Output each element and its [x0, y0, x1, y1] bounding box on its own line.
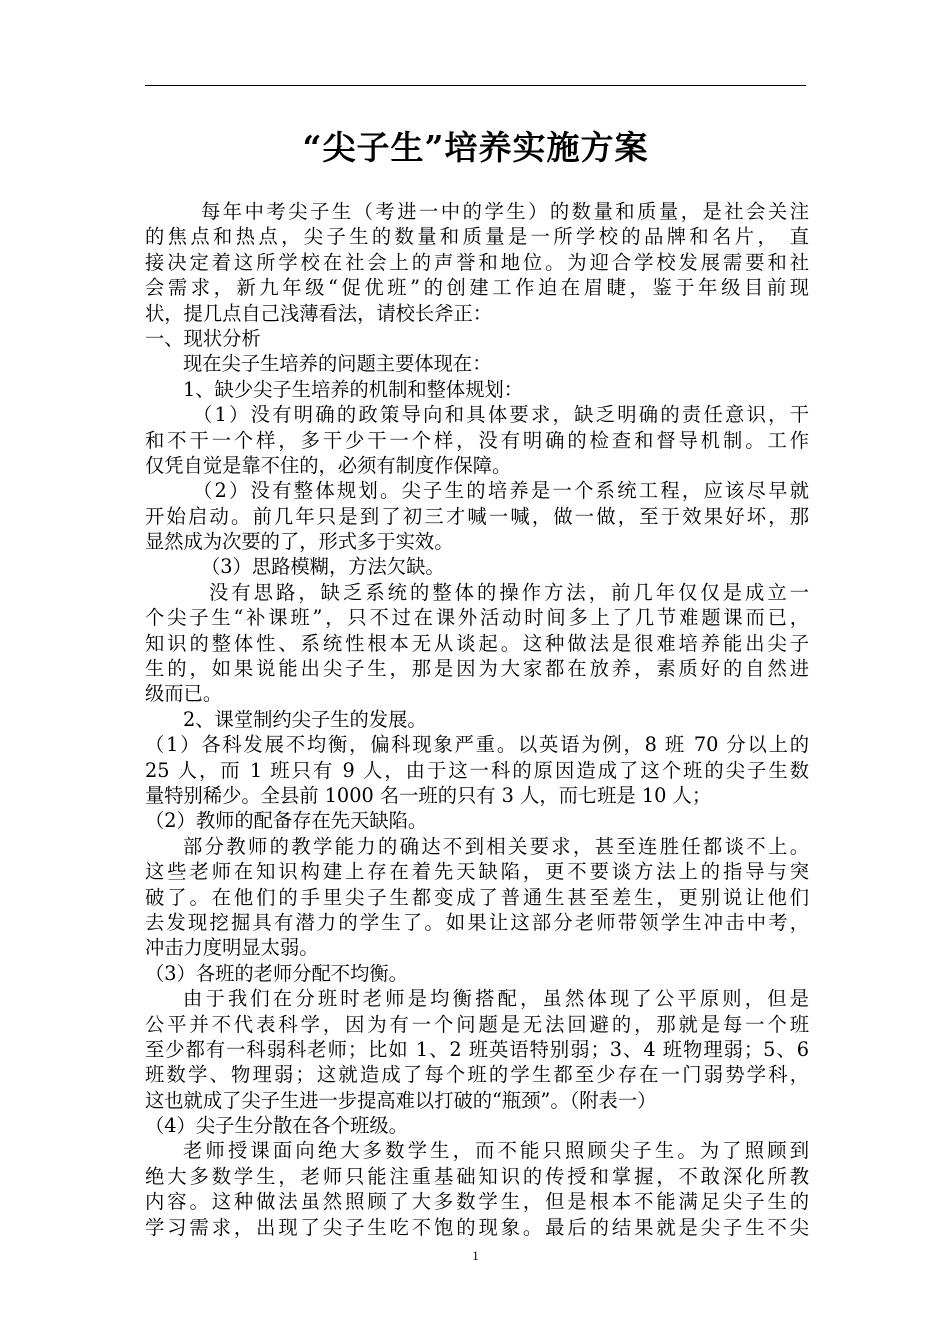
body-line: 每年中考尖子生（考进一中的学生）的数量和质量，是社会关注 [201, 200, 809, 223]
body-line: 破了。在他们的手里尖子生都变成了普通生甚至差生，更别说让他们 [145, 885, 809, 909]
body-line: 至少都有一科弱科老师；比如 1、2 班英语特别弱；3、4 班物理弱；5、6 [145, 1037, 809, 1061]
body-line: （4）尖子生分散在各个班级。 [145, 1114, 408, 1138]
body-line: 部分教师的教学能力的确达不到相关要求，甚至连胜任都谈不上。 [183, 834, 809, 858]
body-line: 绝大多数学生，老师只能注重基础知识的传授和掌握，不敢深化所教 [145, 1164, 809, 1188]
section-heading: 一、现状分析 [145, 326, 261, 350]
document-body [145, 199, 809, 1240]
body-line: 现在尖子生培养的问题主要体现在： [183, 352, 492, 376]
body-line: 的焦点和热点，尖子生的数量和质量是一所学校的品牌和名片， 直 [145, 225, 809, 249]
body-line: 班数学、物理弱；这就造成了每个班的学生都至少存在一门弱势学科， [145, 1063, 809, 1087]
body-line: （2）教师的配备存在先天缺陷。 [145, 809, 428, 833]
document-title: “尖子生”培养实施方案 [302, 128, 649, 167]
body-line: 开始启动。前几年只是到了初三才喊一喊，做一做，至于效果好坏，那 [145, 504, 809, 528]
body-line: 老师授课面向绝大多数学生，而不能只照顾尖子生。为了照顾到 [183, 1139, 809, 1163]
body-line: 生的，如果说能出尖子生，那是因为大家都在放养，素质好的自然进 [145, 657, 809, 681]
body-line: 内容。这种做法虽然照顾了大多数学生，但是根本不能满足尖子生的 [145, 1190, 809, 1214]
subsection-heading: 2、课堂制约尖子生的发展。 [183, 707, 427, 731]
body-line: 和不干一个样，多干少干一个样，没有明确的检查和督导机制。工作 [145, 428, 809, 452]
body-line: 量特别稀少。全县前 1000 名一班的只有 3 人，而七班是 10 人； [145, 783, 712, 807]
body-line: 25 人，而 1 班只有 9 人，由于这一科的原因造成了这个班的尖子生数 [145, 758, 809, 782]
header-rule [145, 85, 806, 86]
body-line: （2）没有整体规划。尖子生的培养是一个系统工程，应该尽早就 [193, 479, 809, 503]
body-line: 个尖子生“补课班”，只不过在课外活动时间多上了几节难题课而已， [145, 606, 809, 630]
body-line: 这些老师在知识构建上存在着先天缺陷，更不要谈方法上的指导与突 [145, 860, 809, 884]
body-line: 冲击力度明显太弱。 [145, 936, 319, 960]
body-line: （3）各班的老师分配不均衡。 [145, 961, 408, 985]
body-line: 接决定着这所学校在社会上的声誉和地位。为迎合学校发展需要和社 [145, 250, 809, 274]
body-line: （1）没有明确的政策导向和具体要求，缺乏明确的责任意识，干 [193, 403, 809, 427]
body-line: 这也就成了尖子生进一步提高难以打破的“瓶颈”。（附表一） [145, 1088, 657, 1112]
body-line: 学习需求，出现了尖子生吃不饱的现象。最后的结果就是尖子生不尖 [145, 1215, 809, 1239]
body-line: 没有思路，缺乏系统的整体的操作方法，前几年仅仅是成立一 [209, 580, 809, 604]
body-line: 由于我们在分班时老师是均衡搭配，虽然体现了公平原则，但是 [183, 987, 809, 1011]
subsection-heading: 1、缺少尖子生培养的机制和整体规划： [183, 377, 524, 401]
body-line: （3）思路模糊，方法欠缺。 [201, 555, 445, 579]
body-line: 显然成为次要的了，形式多于实效。 [145, 530, 454, 554]
body-line: 级而已。 [145, 682, 223, 706]
body-line: 会需求，新九年级“促优班”的创建工作迫在眉睫，鉴于年级目前现 [145, 276, 809, 300]
body-line: 仅凭自觉是靠不住的，必须有制度作保障。 [145, 453, 512, 477]
body-line: 公平并不代表科学，因为有一个问题是无法回避的，那就是每一个班 [145, 1012, 809, 1036]
body-line: （1）各科发展不均衡，偏科现象严重。以英语为例，8 班 70 分以上的 [145, 733, 809, 757]
page-number: 1 [472, 1248, 479, 1263]
body-line: 知识的整体性、系统性根本无从谈起。这种做法是很难培养能出尖子 [145, 631, 809, 655]
body-line: 去发现挖掘具有潜力的学生了。如果让这部分老师带领学生冲击中考， [145, 910, 809, 934]
body-line: 状，提几点自己浅薄看法，请校长斧正： [145, 301, 493, 325]
